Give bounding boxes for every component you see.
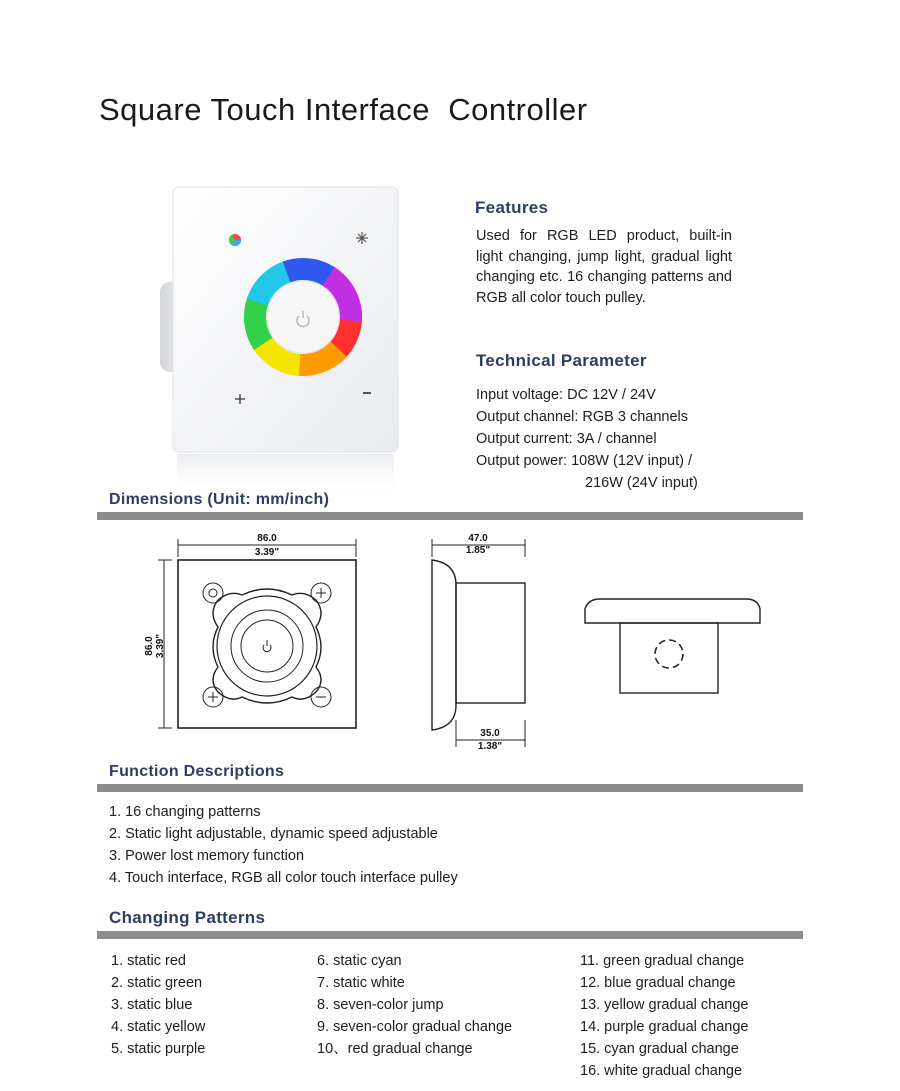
tech-output-current: Output current: 3A / channel: [476, 431, 657, 447]
dim-width-in: 3.39": [254, 547, 280, 558]
patterns-column-3: [580, 950, 749, 1082]
pattern-item: 9. seven-color gradual change: [317, 1019, 513, 1035]
dim-width-mm: 86.0: [257, 533, 277, 544]
pattern-item: 10、red gradual change: [317, 1041, 473, 1057]
pattern-item: 6. static cyan: [317, 953, 402, 969]
pattern-item: 7. static white: [317, 975, 405, 991]
function-item: 3. Power lost memory function: [109, 848, 305, 864]
pattern-item: 13. yellow gradual change: [580, 997, 749, 1013]
tech-input-voltage: Input voltage: DC 12V / 24V: [476, 387, 656, 403]
color-wheel-icon: [229, 234, 241, 246]
patterns-column-1: [111, 950, 205, 1060]
tech-output-power: Output power: 108W (12V input) /: [476, 453, 692, 469]
features-text: Used for RGB LED product, built-in light changing, jump light, gradual light changing etc. 16 changing patterns and RGB all color touch pulley.: [476, 228, 732, 306]
function-item: 4. Touch interface, RGB all color touch interface pulley: [109, 870, 458, 886]
features-heading: Features: [475, 198, 549, 217]
dim-depth-in: 1.85": [465, 545, 491, 556]
technical-heading: Technical Parameter: [476, 351, 647, 370]
product-photo: [155, 182, 425, 502]
function-item: 2. Static light adjustable, dynamic speed adjustable: [109, 826, 438, 842]
dim-body-in: 1.38": [477, 741, 503, 752]
dimension-drawings: [130, 525, 790, 760]
patterns-heading: Changing Patterns: [109, 908, 266, 927]
dimensions-heading: Dimensions (Unit: mm/inch): [109, 491, 330, 508]
pattern-item: 3. static blue: [111, 997, 193, 1013]
pattern-item: 8. seven-color jump: [317, 997, 444, 1013]
pattern-item: 12. blue gradual change: [580, 975, 736, 991]
section-divider-functions: [97, 784, 803, 792]
technical-list: [476, 384, 776, 494]
pattern-item: 14. purple gradual change: [580, 1019, 749, 1035]
section-divider-dimensions: [97, 512, 803, 520]
pattern-item: 11. green gradual change: [580, 953, 745, 969]
page-title: Square Touch Interface Controller: [99, 92, 588, 127]
pattern-item: 16. white gradual change: [580, 1063, 743, 1079]
pattern-item: 2. static green: [111, 975, 203, 991]
functions-list: [109, 801, 458, 889]
pattern-item: 15. cyan gradual change: [580, 1041, 739, 1057]
dim-body-mm: 35.0: [480, 728, 500, 739]
pattern-item: 4. static yellow: [111, 1019, 206, 1035]
function-item: 1. 16 changing patterns: [109, 804, 261, 820]
dim-height-mm: 86.0: [144, 636, 155, 656]
pattern-item: 5. static purple: [111, 1041, 206, 1057]
patterns-column-2: [317, 950, 512, 1060]
tech-output-power-24v: 216W (24V input): [585, 475, 698, 491]
tech-output-channel: Output channel: RGB 3 channels: [476, 409, 688, 425]
functions-heading: Function Descriptions: [109, 763, 285, 780]
section-divider-patterns: [97, 931, 803, 939]
dim-depth-mm: 47.0: [468, 533, 488, 544]
pattern-item: 1. static red: [111, 953, 186, 969]
dim-height-in: 3.39": [155, 633, 166, 659]
